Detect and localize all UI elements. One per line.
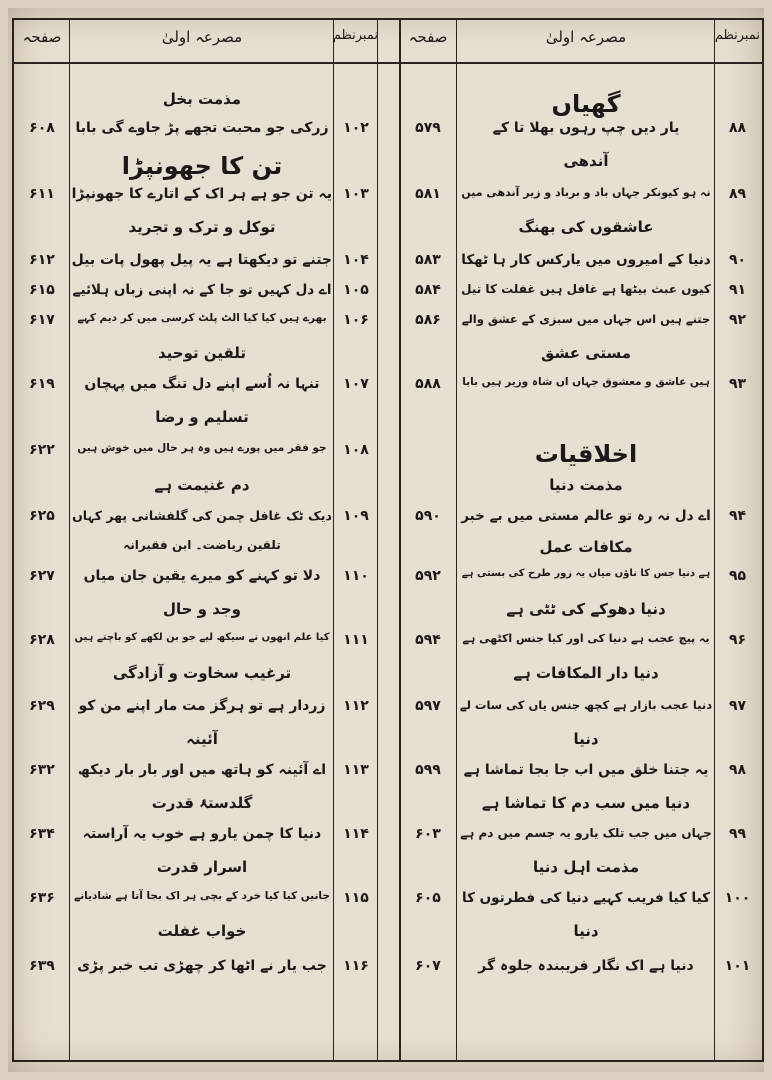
first-line: کیوں عبث بیٹھا ہے غافل ہیں غفلت کا تیل <box>461 282 711 296</box>
poem-number: ۱۰۵ <box>343 282 369 298</box>
section-heading: مذمت دنیا <box>549 476 623 494</box>
section-heading: دنیا دھوکے کی ٹٹی ہے <box>506 600 666 618</box>
header-first-line: مصرعہ اولیٰ <box>545 28 627 46</box>
page-number: ۵۹۲ <box>415 568 441 584</box>
section-heading: تلقین توحید <box>157 344 247 362</box>
poem-number: ۹۹ <box>728 826 747 842</box>
first-line: جتنے تو دیکھتا ہے یہ پیل پھول پات بیل <box>71 252 332 268</box>
page-number: ۶۰۵ <box>415 890 441 906</box>
poem-number: ۱۱۲ <box>343 698 369 714</box>
page-number: ۶۱۲ <box>29 252 55 268</box>
poem-number: ۹۴ <box>728 508 747 524</box>
first-line: اے دل کہیں تو جا کے نہ اپنی زباں ہلائیے <box>72 282 332 298</box>
page-number: ۵۹۹ <box>415 762 441 778</box>
first-line: یہ جتنا خلق میں اب جا بجا تماشا ہے <box>463 762 709 778</box>
first-line: دنیا کے امیروں میں یارکس کار ہا ٹھکا <box>461 252 711 268</box>
poem-number: ۱۰۲ <box>343 120 369 136</box>
poem-number: ۱۱۳ <box>343 762 369 778</box>
poem-number: ۱۱۶ <box>343 958 369 974</box>
left-column-table <box>14 20 401 1060</box>
poem-number: ۱۱۱ <box>343 632 369 648</box>
section-heading: اسرار قدرت <box>156 858 248 876</box>
page-number: ۶۲۷ <box>29 568 55 584</box>
left-header <box>14 20 399 64</box>
poem-number: ۹۸ <box>728 762 747 778</box>
page-number: ۶۱۵ <box>29 282 55 298</box>
section-heading: خواب غفلت <box>157 922 247 940</box>
section-heading: مستی عشق <box>540 344 632 362</box>
section-heading: دنیا <box>573 922 599 940</box>
section-heading: مذمت اہل دنیا <box>533 858 639 876</box>
page-number: ۶۲۲ <box>29 442 55 458</box>
header-poem-no: نمبرنظم <box>332 28 378 43</box>
section-heading: توکل و ترک و تجرید <box>128 218 276 236</box>
header-page: صفحہ <box>408 28 448 46</box>
section-heading: دنیا میں سب دم کا تماشا ہے <box>481 794 691 812</box>
first-line: بھرے ہیں کیا کیا الٹ پلٹ کرسی میں کر دیم کہے <box>77 312 327 324</box>
section-heading: تلقین ریاضت۔ ابن فقیرانہ <box>123 538 281 552</box>
first-line: یہ پیچ عجب ہے دنیا کی اور کیا جنس اکٹھی ہے <box>462 632 710 645</box>
poem-number: ۱۱۵ <box>343 890 369 906</box>
poem-number: ۱۱۴ <box>343 826 369 842</box>
poem-number: ۹۱ <box>728 282 747 298</box>
page-number: ۵۷۹ <box>415 120 441 136</box>
first-line: یہ تن جو ہے ہر اک کے اتارے کا جھونپڑا <box>71 186 332 202</box>
section-heading: آئینہ <box>186 730 218 748</box>
page-number: ۵۸۱ <box>415 186 441 202</box>
page-number: ۵۸۶ <box>415 312 441 328</box>
first-line: ہیں عاشق و معشوق جہاں اں شاہ وزیر ہیں بابا <box>462 376 710 388</box>
first-line: تنہا نہ اُسے اپنے دل تنگ میں پہچان <box>84 376 320 392</box>
page-number: ۶۱۹ <box>29 376 55 392</box>
page-number: ۶۲۸ <box>29 632 55 648</box>
page-number: ۵۸۸ <box>415 376 441 392</box>
section-heading: دنیا دار المکافات ہے <box>513 664 659 682</box>
poem-number: ۱۰۸ <box>343 442 369 458</box>
section-heading: آندھی <box>563 152 609 170</box>
first-line: جتنے ہیں اس جہاں میں سبزی کے عشق والے <box>461 312 711 326</box>
poem-number: ۱۰۶ <box>343 312 369 328</box>
section-heading: دم غنیمت ہے <box>154 476 250 494</box>
poem-number: ۹۰ <box>728 252 747 268</box>
first-line: جہاں میں جب تلک یارو یہ جسم میں دم ہے <box>460 826 712 840</box>
first-line: یار دیں چپ رہوں بھلا تا کے <box>492 120 680 136</box>
poem-number: ۱۰۴ <box>343 252 369 268</box>
page-number: ۶۲۹ <box>29 698 55 714</box>
page-number: ۶۱۱ <box>29 186 55 202</box>
section-heading: عاشقوں کی بھنگ <box>518 218 654 236</box>
page-number: ۶۳۴ <box>29 826 55 842</box>
section-heading: مذمت بخل <box>162 90 242 108</box>
page-number: ۵۹۰ <box>415 508 441 524</box>
index-table <box>12 18 764 1062</box>
page-number: ۵۹۴ <box>415 632 441 648</box>
page-number: ۶۰۸ <box>29 120 55 136</box>
first-line: کیا کیا فریب کہیے دنیا کی فطرتوں کا <box>462 890 710 906</box>
poem-number: ۹۶ <box>728 632 747 648</box>
poem-number: ۱۰۹ <box>343 508 369 524</box>
first-line: ہے دنیا جس کا ناؤں میاں یہ زور طرح کی بستی ہے <box>461 568 711 579</box>
first-line: دیک ٹک غافل چمن کی گلفشانی پھر کہاں <box>72 508 332 523</box>
poem-number: ۸۸ <box>728 120 747 136</box>
poem-number: ۱۰۷ <box>343 376 369 392</box>
poem-number: ۱۰۱ <box>724 958 751 974</box>
poem-number: ۱۰۰ <box>724 890 751 906</box>
header-first-line: مصرعہ اولیٰ <box>161 28 243 46</box>
first-line: کیا علم انھوں نے سیکھ لیے جو بن لکھے کو باچتے ہیں <box>74 632 330 643</box>
section-heading: گھیاں <box>551 90 621 118</box>
poem-number: ۹۳ <box>728 376 747 392</box>
section-heading: وجد و حال <box>162 600 242 618</box>
page-number: ۵۹۷ <box>415 698 441 714</box>
page-number: ۶۰۳ <box>415 826 441 842</box>
page-number: ۵۸۳ <box>415 252 441 268</box>
first-line: جانیں کیا کیا خرد کے بچی ہر اک بجا آتا ہے شادیانے <box>74 890 330 902</box>
page-number: ۶۲۵ <box>29 508 55 524</box>
page-number: ۶۱۷ <box>29 312 55 328</box>
first-line: نہ ہو کیونکر جہاں باد و برباد و زیر آندھی میں <box>461 186 711 199</box>
page-number: ۶۳۹ <box>29 958 55 974</box>
first-line: دنیا کا چمن یارو ہے خوب یہ آراستہ <box>82 826 322 842</box>
poem-number: ۹۷ <box>728 698 747 714</box>
page-number: ۵۸۴ <box>415 282 441 298</box>
poem-number: ۸۹ <box>728 186 747 202</box>
page-number: ۶۳۶ <box>29 890 55 906</box>
poem-number: ۹۵ <box>728 568 747 584</box>
section-heading: تسلیم و رضا <box>155 408 249 426</box>
section-heading: گلدستۂ قدرت <box>151 794 253 812</box>
header-poem-no: نمبرنظم <box>714 28 760 43</box>
poem-number: ۱۱۰ <box>343 568 369 584</box>
first-line: زردار ہے تو ہرگز مت مار اپنے من کو <box>78 698 326 714</box>
first-line: جو فقر میں پورے ہیں وہ ہر حال میں خوش ہیں <box>77 442 327 454</box>
section-heading: دنیا <box>573 730 599 748</box>
section-heading: ترغیب سخاوت و آزادگی <box>112 664 292 682</box>
first-line: اے آئینہ کو ہاتھ میں اور بار بار دیکھ <box>77 762 327 778</box>
section-heading: مکافات عمل <box>539 538 633 556</box>
first-line: دنیا عجب بازار ہے کچھ جنس یاں کی سات لے <box>459 698 713 712</box>
first-line: دنیا ہے اک نگار فریبندہ جلوہ گر <box>478 958 694 974</box>
first-line: دلا تو کہنے کو میرے یقین جان میاں <box>83 568 321 584</box>
page-number: ۶۳۲ <box>29 762 55 778</box>
header-page: صفحہ <box>22 28 62 46</box>
first-line: زرکی جو محبت تجھے پڑ جاوے گی بابا <box>75 120 329 136</box>
first-line: جب یار نے اٹھا کر چھڑی تب خبر پڑی <box>77 958 327 974</box>
first-line: اے دل نہ رہ تو عالم مستی میں بے خبر <box>461 508 711 524</box>
right-header <box>399 20 762 64</box>
right-column-table <box>399 20 762 1060</box>
poem-number: ۹۲ <box>728 312 747 328</box>
section-heading: اخلاقیات <box>534 440 638 468</box>
page-number: ۶۰۷ <box>415 958 441 974</box>
section-heading: تن کا جھونپڑا <box>121 152 283 180</box>
poem-number: ۱۰۳ <box>343 186 369 202</box>
